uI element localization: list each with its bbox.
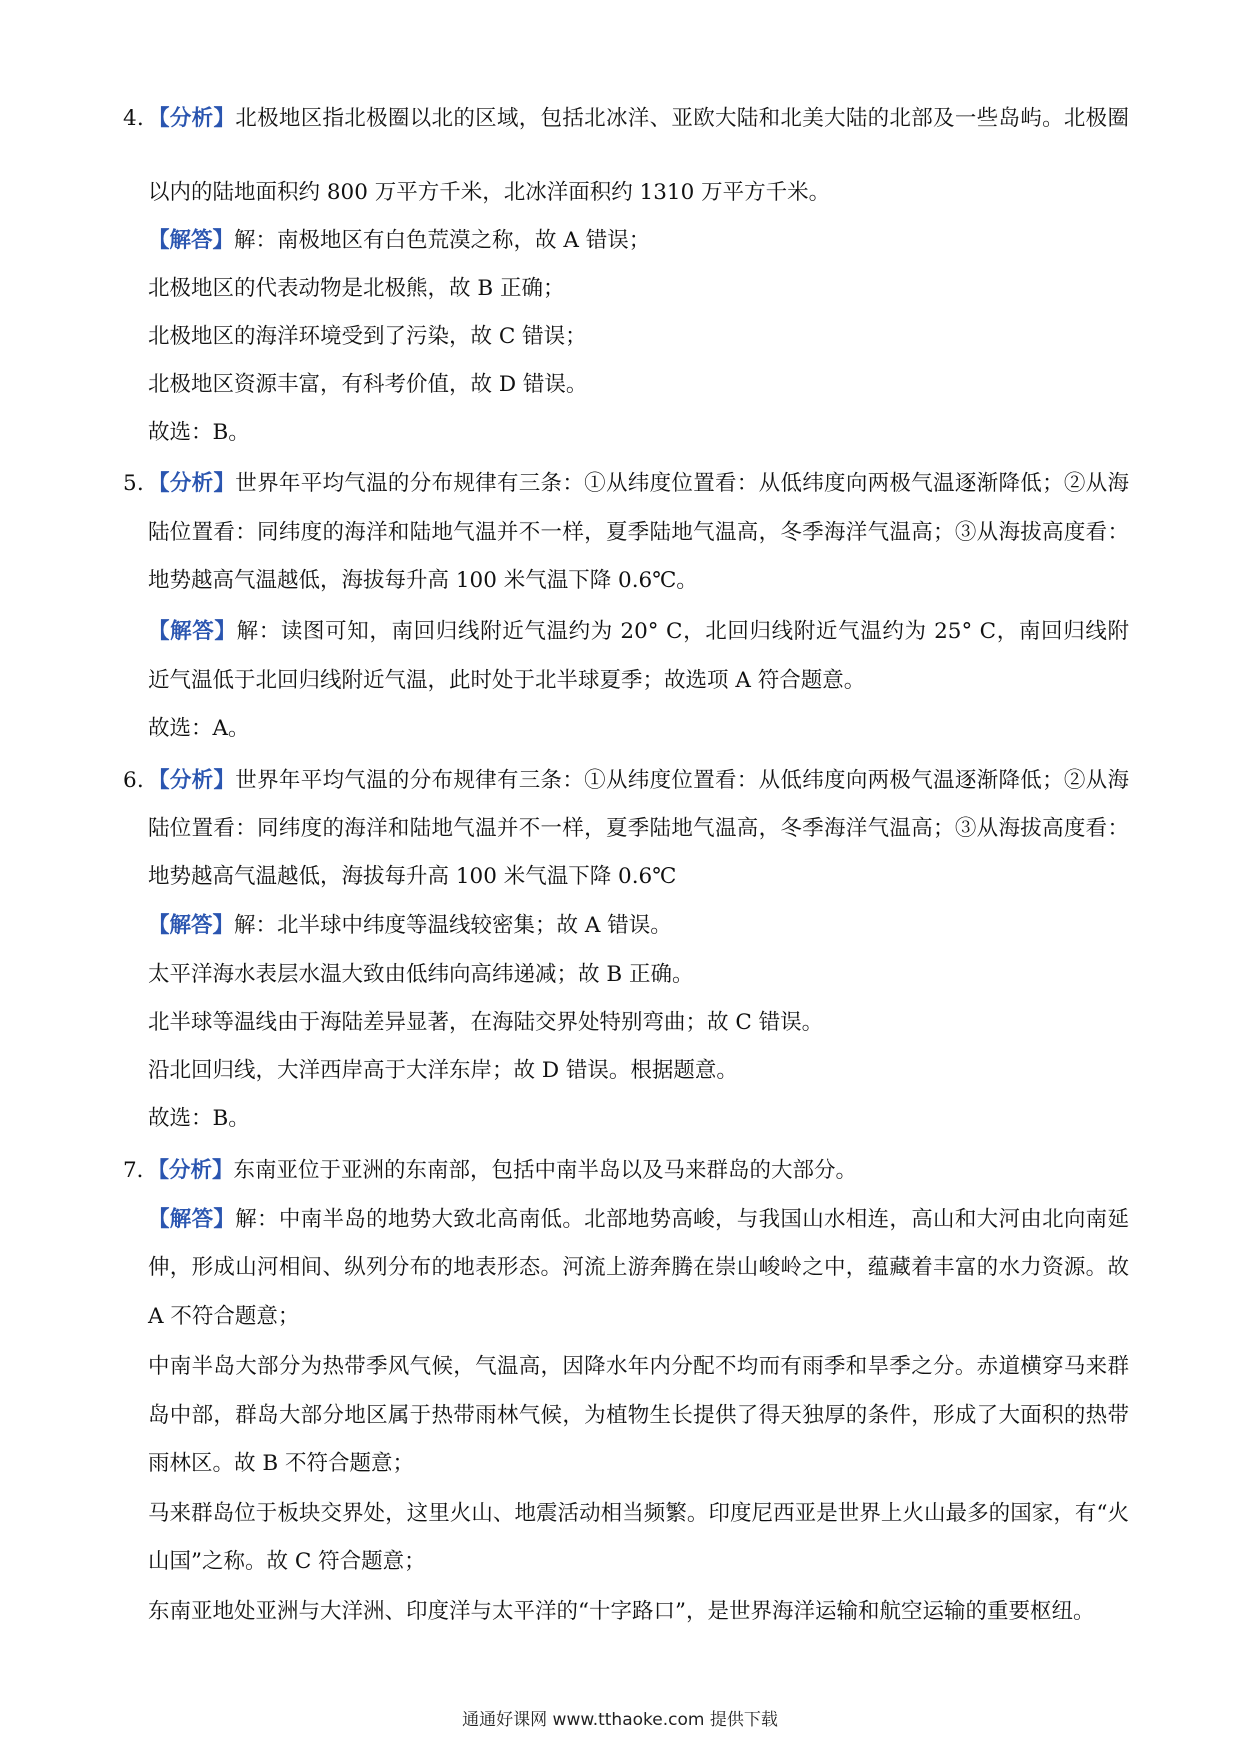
q5-answer-line-1 [148, 617, 1129, 647]
q7-analysis-text-1: 东南亚位于亚洲的东南部，包括中南半岛以及马来群岛的大部分。 [233, 1158, 857, 1183]
q4-number: 4． [123, 106, 159, 131]
q5-analysis-line-2: 陆位置看：同纬度的海洋和陆地气温并不一样，夏季陆地气温高，冬季海洋气温高；③从海拔高度看： [148, 520, 1129, 545]
q6-analysis-text-1: 世界年平均气温的分布规律有三条：①从纬度位置看：从低纬度向两极气温逐渐降低；②从海 [235, 768, 1129, 793]
q6-analysis-line-1 [123, 766, 1129, 796]
q7-answer-line-2: 伸，形成山河相间、纵列分布的地表形态。河流上游奔腾在崇山峻岭之中，蕴藏着丰富的水力资源。故 [148, 1255, 1129, 1280]
q6-analysis-line-3: 地势越高气温越低，海拔每升高 100 米气温下降 0.6℃ [148, 864, 677, 889]
q7-answer-line-3: A 不符合题意； [148, 1304, 300, 1329]
q5-analysis-line-1 [123, 469, 1129, 499]
q4-analysis-line-1 [123, 104, 1129, 134]
page-footer: 通通好课网 www.tthaoke.com 提供下载 [462, 1710, 778, 1730]
q7-answer-line-7: 马来群岛位于板块交界处，这里火山、地震活动相当频繁。印度尼西亚是世界上火山最多的国家，有“火 [148, 1501, 1129, 1526]
q6-analysis-tag: 【分析】 [158, 768, 236, 793]
q7-answer-line-6: 雨林区。故 B 不符合题意； [148, 1451, 414, 1476]
q6-number: 6． [123, 768, 159, 793]
q7-answer-line-4: 中南半岛大部分为热带季风气候，气温高，因降水年内分配不均而有雨季和旱季之分。赤道横穿马来群 [148, 1354, 1129, 1379]
q5-analysis-tag: 【分析】 [158, 471, 236, 496]
q5-analysis-line-3: 地势越高气温越低，海拔每升高 100 米气温下降 0.6℃。 [148, 568, 698, 593]
q7-analysis-line-1 [123, 1156, 857, 1186]
q6-answer-line-2: 太平洋海水表层水温大致由低纬向高纬递减；故 B 正确。 [148, 962, 694, 987]
q7-answer-line-8: 山国”之称。故 C 符合题意； [148, 1549, 426, 1574]
q4-answer-line-4: 北极地区资源丰富，有科考价值，故 D 错误。 [148, 372, 588, 397]
q7-analysis-tag: 【分析】 [158, 1158, 234, 1183]
q4-answer-line-1 [148, 226, 650, 256]
q5-answer-line-2: 近气温低于北回归线附近气温，此时处于北半球夏季；故选项 A 符合题意。 [148, 668, 866, 693]
q4-analysis-tag: 【分析】 [158, 106, 236, 131]
q4-answer-line-3: 北极地区的海洋环境受到了污染，故 C 错误； [148, 324, 587, 349]
q6-analysis-line-2: 陆位置看：同纬度的海洋和陆地气温并不一样，夏季陆地气温高，冬季海洋气温高；③从海拔高度看： [148, 816, 1129, 841]
q4-analysis-line-2: 以内的陆地面积约 800 万平方千米，北冰洋面积约 1310 万平方千米。 [148, 180, 831, 205]
q4-analysis-text-1: 北极地区指北极圈以北的区域，包括北冰洋、亚欧大陆和北美大陆的北部及一些岛屿。北极圈 [235, 106, 1129, 131]
q7-answer-text-1: 解：中南半岛的地势大致北高南低。北部地势高峻，与我国山水相连，高山和大河由北向南延 [235, 1207, 1129, 1232]
q7-answer-line-1 [148, 1205, 1129, 1235]
q5-analysis-text-1: 世界年平均气温的分布规律有三条：①从纬度位置看：从低纬度向两极气温逐渐降低；②从海 [235, 471, 1129, 496]
q6-answer-tag: 【解答】 [148, 913, 235, 938]
q6-choice: 故选：B。 [148, 1106, 250, 1131]
q6-answer-text-1: 解：北半球中纬度等温线较密集；故 A 错误。 [234, 913, 672, 938]
q5-number: 5． [123, 471, 159, 496]
q4-choice: 故选：B。 [148, 420, 250, 445]
q6-answer-line-3: 北半球等温线由于海陆差异显著，在海陆交界处特别弯曲；故 C 错误。 [148, 1010, 824, 1035]
q7-answer-line-5: 岛中部，群岛大部分地区属于热带雨林气候，为植物生长提供了得天独厚的条件，形成了大面积的热带 [148, 1403, 1129, 1428]
q7-number: 7． [123, 1158, 159, 1183]
q4-answer-tag: 【解答】 [148, 228, 235, 253]
q5-answer-tag: 【解答】 [148, 619, 237, 644]
q7-answer-tag: 【解答】 [148, 1207, 236, 1232]
q5-choice: 故选：A。 [148, 716, 250, 741]
q7-answer-line-9: 东南亚地处亚洲与大洋洲、印度洋与太平洋的“十字路口”，是世界海洋运输和航空运输的重要枢纽。 [148, 1599, 1095, 1624]
q5-answer-text-1: 解：读图可知，南回归线附近气温约为 20° C，北回归线附近气温约为 25° C，南回归线附 [236, 619, 1129, 644]
q6-answer-line-4: 沿北回归线，大洋西岸高于大洋东岸；故 D 错误。根据题意。 [148, 1058, 738, 1083]
q4-answer-line-2: 北极地区的代表动物是北极熊，故 B 正确； [148, 276, 565, 301]
q6-answer-line-1 [148, 911, 672, 941]
q4-answer-text-1: 解：南极地区有白色荒漠之称，故 A 错误； [234, 228, 651, 253]
